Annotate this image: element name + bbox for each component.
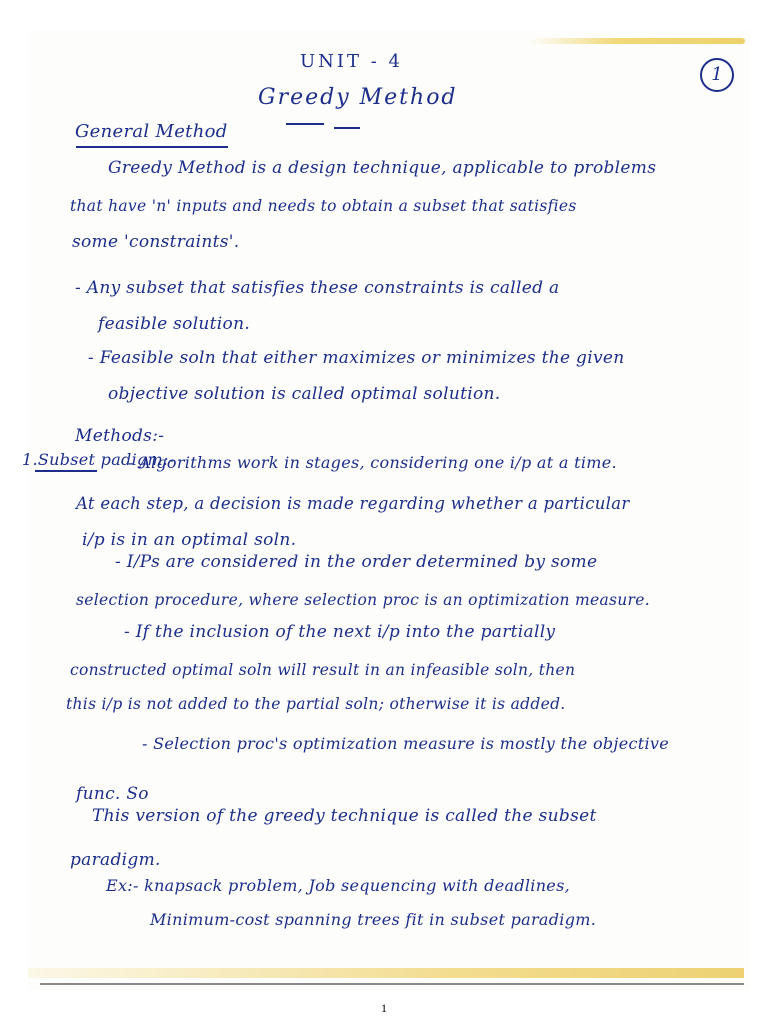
text-line-5: feasible solution. (98, 314, 251, 334)
text-line-11: - I/Ps are considered in the order determined by some (115, 552, 598, 572)
example-line-1: Ex:- knapsack problem, Job sequencing with deadlines, (106, 876, 570, 895)
text-line-10: i/p is in an optimal soln. (82, 530, 297, 550)
paper-edge-shadow (40, 983, 744, 985)
text-line-19: paradigm. (70, 850, 161, 870)
paper-edge-bottom (28, 968, 744, 978)
title-underline-2 (334, 127, 360, 129)
unit-heading: UNIT - 4 (300, 51, 404, 72)
text-line-1: Greedy Method is a design technique, applicable to problems (108, 158, 657, 178)
text-line-14: constructed optimal soln will result in an infeasible soln, then (70, 661, 576, 679)
text-line-15: this i/p is not added to the partial soln; otherwise it is added. (66, 695, 566, 713)
text-line-3: some 'constraints'. (72, 232, 240, 252)
page-title: Greedy Method (258, 85, 458, 110)
subset-paradigm-heading: 1.Subset padigm:- (22, 450, 175, 469)
section-heading: General Method (75, 121, 228, 142)
page-marker: 1 (711, 64, 723, 85)
text-line-2: that have 'n' inputs and needs to obtain a subset that satisfies (70, 197, 577, 215)
text-line-6: - Feasible soln that either maximizes or minimizes the given (88, 348, 625, 368)
paper-edge-top (530, 38, 745, 44)
text-line-8: - Algorithms work in stages, considering one i/p at a time. (128, 453, 617, 472)
text-line-16: - Selection proc's optimization measure is mostly the objective (142, 734, 669, 753)
section-underline (76, 146, 228, 148)
text-line-18: This version of the greedy technique is called the subset (92, 806, 597, 826)
text-line-12: selection procedure, where selection proc is an optimization measure. (76, 591, 650, 609)
title-underline-1 (286, 123, 324, 125)
text-line-13: - If the inclusion of the next i/p into the partially (124, 622, 556, 642)
example-line-2: Minimum-cost spanning trees fit in subset paradigm. (150, 910, 597, 929)
text-line-17: func. So (76, 784, 149, 804)
page-marker-circle (700, 58, 734, 92)
text-line-4: - Any subset that satisfies these constraints is called a (75, 278, 560, 298)
subset-underline (35, 470, 97, 472)
text-line-9: At each step, a decision is made regarding whether a particular (76, 494, 630, 513)
text-line-7: objective solution is called optimal solution. (108, 384, 501, 404)
methods-heading: Methods:- (75, 426, 165, 446)
page-number: 1 (381, 1001, 387, 1015)
